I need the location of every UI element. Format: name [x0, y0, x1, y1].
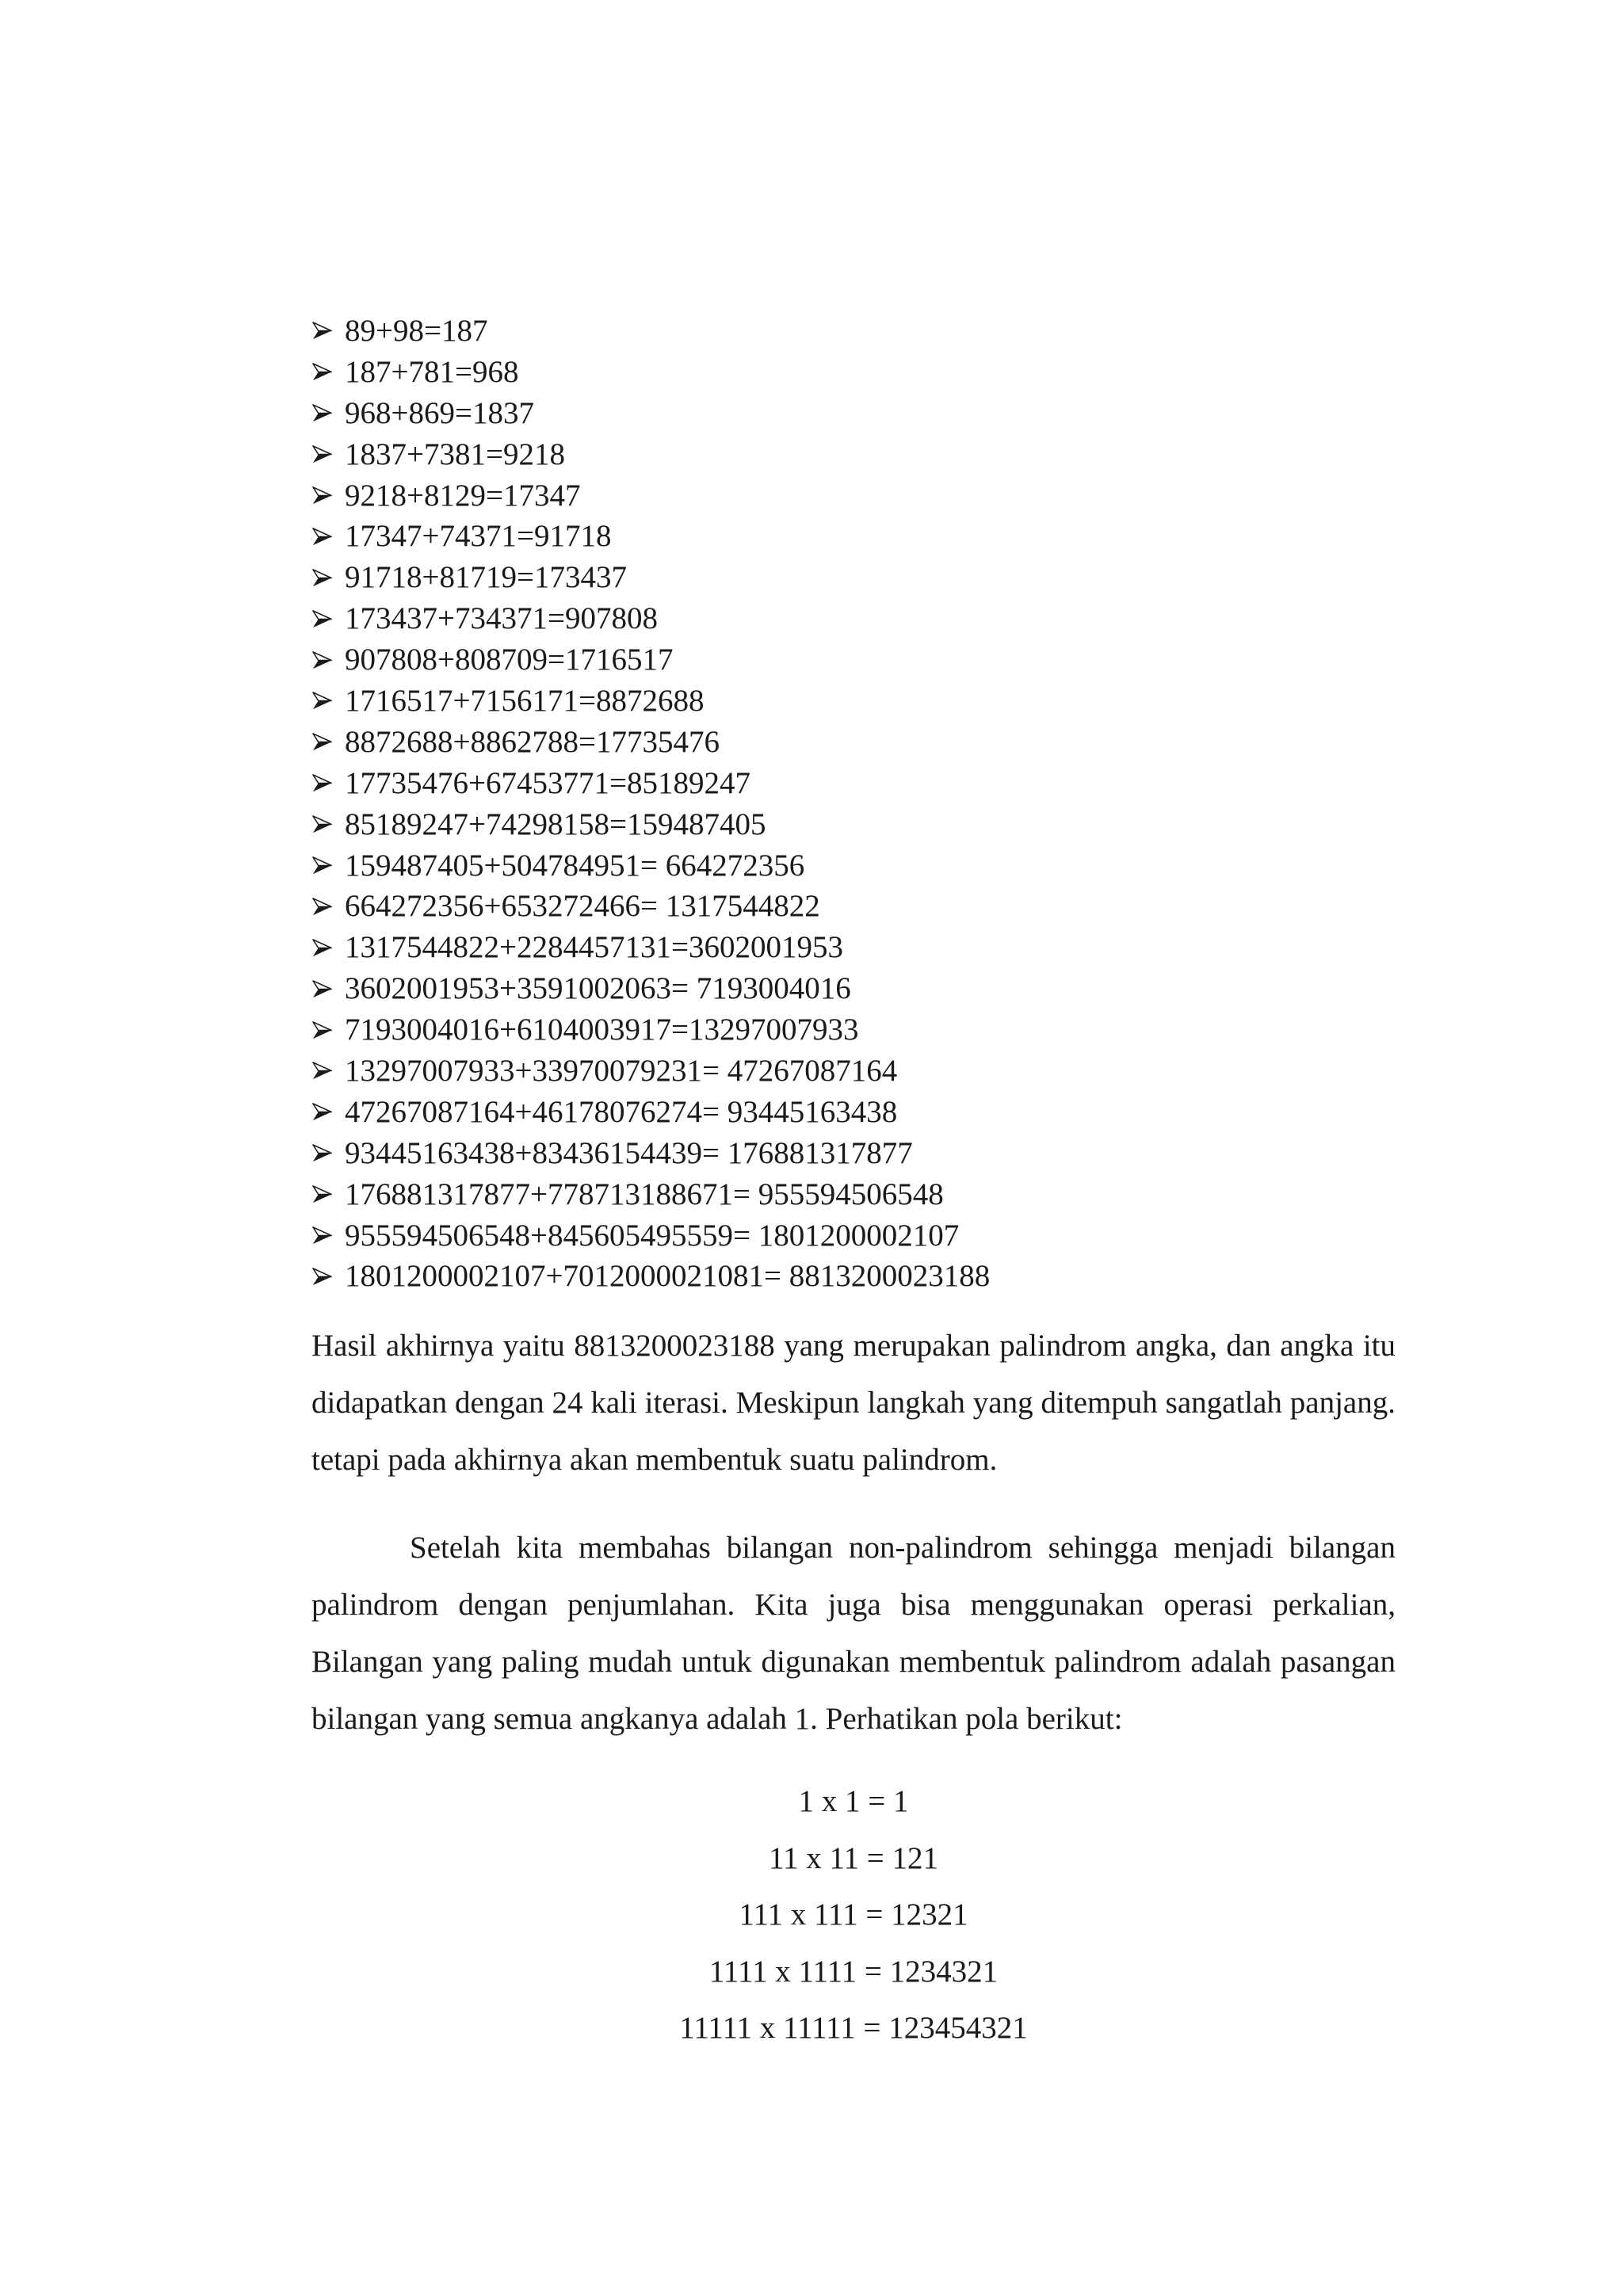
- arrowhead-bullet-icon: [311, 320, 345, 341]
- iteration-text: 17735476+67453771=85189247: [345, 765, 750, 800]
- multiplication-pattern-block: [311, 1773, 1396, 2057]
- list-item: [311, 968, 1421, 1009]
- arrowhead-bullet-icon: [311, 444, 345, 465]
- list-item: [311, 722, 1421, 763]
- list-item: [311, 516, 1421, 557]
- iteration-text: 89+98=187: [345, 314, 488, 348]
- arrowhead-bullet-icon: [311, 1101, 345, 1123]
- arrowhead-bullet-icon: [311, 690, 345, 711]
- iteration-text: 187+781=968: [345, 354, 519, 389]
- pattern-line: 11 x 11 = 121: [768, 1840, 939, 1875]
- iteration-text: 1801200002107+7012000021081= 8813200023188: [345, 1259, 991, 1294]
- arrowhead-bullet-icon: [311, 772, 345, 794]
- iteration-text: 7193004016+6104003917=13297007933: [345, 1013, 859, 1047]
- iteration-text: 1317544822+2284457131=3602001953: [345, 930, 843, 965]
- list-item: [311, 639, 1421, 681]
- list-item: [311, 763, 1421, 804]
- iteration-text: 91718+81719=173437: [345, 560, 627, 595]
- list-item: [311, 475, 1421, 517]
- list-item: [311, 1009, 1421, 1051]
- iteration-text: 176881317877+778713188671= 955594506548: [345, 1177, 944, 1211]
- iteration-text: 173437+734371=907808: [345, 601, 658, 636]
- list-item: [311, 557, 1421, 598]
- arrowhead-bullet-icon: [311, 361, 345, 383]
- iteration-text: 955594506548+845605495559= 1801200002107: [345, 1218, 960, 1253]
- list-item: [311, 598, 1421, 639]
- iteration-text: 9218+8129=17347: [345, 478, 581, 513]
- list-item: [311, 1215, 1421, 1257]
- iteration-text: 907808+808709=1716517: [345, 643, 674, 677]
- list-item: [311, 393, 1421, 434]
- iteration-text: 93445163438+83436154439= 176881317877: [345, 1135, 913, 1170]
- arrowhead-bullet-icon: [311, 1060, 345, 1081]
- arrowhead-bullet-icon: [311, 650, 345, 671]
- list-item: [311, 1256, 1421, 1297]
- arrowhead-bullet-icon: [311, 608, 345, 630]
- arrowhead-bullet-icon: [311, 1184, 345, 1205]
- list-item: [311, 681, 1421, 722]
- result-paragraph: Hasil akhirnya yaitu 8813200023188 yang merupakan palindrom angka, dan angka itu didapatkan dengan 24 kali iterasi. Meskipun langkah yang ditempuh sangatlah panjang. tetapi pada akhirnya akan membentuk suatu palindrom.: [311, 1329, 1396, 1477]
- list-item: [311, 311, 1421, 352]
- arrowhead-bullet-icon: [311, 1266, 345, 1287]
- list-item: [311, 886, 1421, 927]
- list-item: [311, 352, 1421, 393]
- iteration-text: 664272356+653272466= 1317544822: [345, 889, 820, 924]
- iteration-text: 1837+7381=9218: [345, 437, 565, 471]
- arrowhead-bullet-icon: [311, 567, 345, 589]
- iteration-text: 47267087164+46178076274= 93445163438: [345, 1094, 898, 1129]
- iteration-text: 1716517+7156171=8872688: [345, 684, 705, 719]
- list-item: [311, 845, 1421, 887]
- pattern-line: 1 x 1 = 1: [798, 1784, 909, 1818]
- iteration-text: 159487405+504784951= 664272356: [345, 848, 805, 883]
- iteration-text: 968+869=1837: [345, 395, 534, 430]
- pattern-line: 111 x 111 = 12321: [739, 1897, 968, 1932]
- arrowhead-bullet-icon: [311, 978, 345, 1000]
- iteration-text: 3602001953+3591002063= 7193004016: [345, 971, 851, 1006]
- arrowhead-bullet-icon: [311, 1142, 345, 1164]
- iteration-text: 17347+74371=91718: [345, 519, 612, 554]
- list-item: [311, 804, 1421, 845]
- list-item: [311, 1092, 1421, 1133]
- list-item: [311, 434, 1421, 475]
- arrowhead-bullet-icon: [311, 814, 345, 835]
- pattern-line: 1111 x 1111 = 1234321: [708, 1954, 999, 1989]
- list-item: [311, 1051, 1421, 1092]
- iteration-text: 13297007933+33970079231= 47267087164: [345, 1054, 898, 1089]
- arrowhead-bullet-icon: [311, 526, 345, 547]
- arrowhead-bullet-icon: [311, 855, 345, 876]
- arrowhead-bullet-icon: [311, 731, 345, 753]
- list-item: [311, 1174, 1421, 1215]
- arrowhead-bullet-icon: [311, 896, 345, 917]
- list-item: [311, 927, 1421, 968]
- arrowhead-bullet-icon: [311, 1020, 345, 1041]
- iteration-text: 85189247+74298158=159487405: [345, 807, 766, 841]
- arrowhead-bullet-icon: [311, 1225, 345, 1246]
- arrowhead-bullet-icon: [311, 485, 345, 506]
- arrowhead-bullet-icon: [311, 937, 345, 959]
- iteration-text: 8872688+8862788=17735476: [345, 724, 720, 759]
- multiplication-intro-paragraph: Setelah kita membahas bilangan non-palindrom sehingga menjadi bilangan palindrom dengan penjumlahan. Kita juga bisa menggunakan operasi perkalian, Bilangan yang paling mudah untuk digunakan membentuk palindrom adalah pasangan bilangan yang semua angkanya adalah 1. Perhatikan pola berikut:: [311, 1531, 1396, 1736]
- arrowhead-bullet-icon: [311, 402, 345, 424]
- iteration-list: [311, 311, 1421, 1297]
- pattern-line: 11111 x 11111 = 123454321: [679, 2011, 1028, 2045]
- list-item: [311, 1133, 1421, 1174]
